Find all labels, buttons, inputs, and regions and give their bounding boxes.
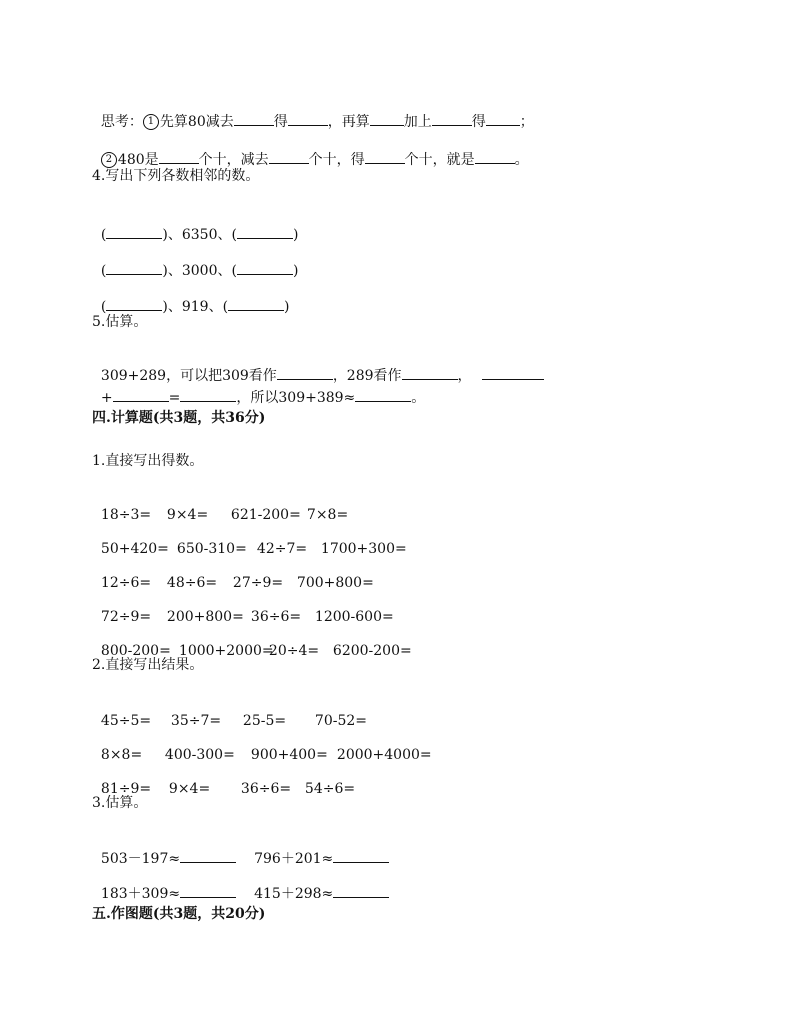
blank[interactable]	[333, 850, 389, 863]
equation: 70-52=	[314, 713, 367, 729]
equation: 9×4=	[166, 507, 209, 523]
blank[interactable]	[180, 389, 236, 402]
equation: 650-310=	[176, 541, 247, 557]
equation: 200+800=	[166, 609, 244, 625]
equation: 796＋201≈	[254, 851, 334, 867]
equation: 1700+300=	[320, 541, 407, 557]
neighbor-row-1	[92, 204, 298, 245]
text: )、	[162, 227, 182, 243]
text: )	[292, 227, 299, 243]
equation: 25-5=	[242, 713, 287, 729]
neighbor-row-3	[92, 276, 290, 317]
equation: 36÷6=	[250, 609, 302, 625]
equation: 503－197≈	[100, 851, 181, 867]
think-line-1	[92, 92, 534, 132]
blank[interactable]	[288, 113, 328, 126]
text: 480是	[117, 152, 159, 168]
blank[interactable]	[106, 224, 162, 239]
calc-3-row	[92, 864, 389, 904]
equation: 800-200=	[100, 643, 171, 659]
text: ，289看作	[332, 368, 402, 384]
text: =	[168, 390, 181, 406]
text: (	[100, 263, 107, 279]
equation: 900+400=	[250, 747, 328, 763]
text: ；	[519, 114, 534, 130]
blank[interactable]	[113, 389, 169, 402]
question-4-title: 4.写出下列各数相邻的数。	[92, 168, 260, 184]
think-prefix: 思考：	[100, 114, 143, 130]
blank[interactable]	[370, 113, 404, 126]
equation: 7×8=	[306, 507, 349, 523]
text: 、(	[208, 299, 229, 315]
blank[interactable]	[106, 260, 162, 275]
equation: 700+800=	[296, 575, 374, 591]
text: 、(	[217, 263, 237, 279]
text: ，所以309+389≈	[236, 390, 356, 406]
think-line-2	[92, 130, 529, 170]
text: ，	[457, 368, 472, 384]
equation: 621-200=	[230, 507, 301, 523]
text: )	[284, 299, 290, 315]
text: +	[100, 390, 113, 406]
equation: 35÷7=	[170, 713, 222, 729]
circled-number-1: 1	[143, 114, 159, 130]
blank[interactable]	[180, 850, 236, 863]
equation: 42÷7=	[256, 541, 308, 557]
blank[interactable]	[432, 113, 472, 126]
equation: 2000+4000=	[336, 747, 432, 763]
neighbor-row-2	[92, 240, 298, 281]
text: (	[100, 299, 107, 315]
blank[interactable]	[333, 885, 389, 898]
blank[interactable]	[180, 885, 236, 898]
blank[interactable]	[234, 113, 274, 126]
equation: 50+420=	[100, 541, 169, 557]
equation: 400-300=	[164, 747, 235, 763]
blank[interactable]	[355, 389, 411, 402]
equation: 183＋309≈	[100, 886, 181, 902]
blank[interactable]	[159, 151, 199, 164]
question-5-title: 5.估算。	[92, 314, 148, 330]
text: 个十，就是	[404, 152, 475, 168]
equation: 72÷9=	[100, 609, 152, 625]
blank[interactable]	[228, 296, 284, 311]
blank[interactable]	[237, 224, 293, 239]
text: 309+289，可以把309看作	[100, 368, 277, 384]
calc-1-title: 1.直接写出得数。	[92, 453, 204, 469]
equation: 48÷6=	[166, 575, 218, 591]
text: 得	[273, 114, 288, 130]
blank[interactable]	[269, 151, 309, 164]
text: 个十，得	[308, 152, 365, 168]
blank[interactable]	[106, 296, 162, 311]
estimate-line-2	[92, 368, 425, 408]
equation: 12÷6=	[100, 575, 152, 591]
section-5-heading: 五.作图题(共3题，共20分)	[92, 906, 266, 922]
text: ，再算	[327, 114, 370, 130]
equation: 27÷9=	[232, 575, 284, 591]
blank[interactable]	[482, 367, 544, 380]
equation: 36÷6=	[240, 781, 292, 797]
text: (	[100, 227, 107, 243]
section-4-heading: 四.计算题(共3题，共36分)	[92, 410, 266, 426]
text: 、(	[217, 227, 237, 243]
equation: 45÷5=	[100, 713, 152, 729]
calc-3-title: 3.估算。	[92, 795, 148, 811]
equation: 6200-200=	[332, 643, 412, 659]
blank[interactable]	[486, 113, 520, 126]
equation: 9×4=	[168, 781, 211, 797]
equation: 1200-600=	[314, 609, 394, 625]
equation: 54÷6=	[304, 781, 356, 797]
text: 加上	[403, 114, 432, 130]
blank[interactable]	[365, 151, 405, 164]
number: 6350	[181, 227, 218, 243]
calc-2-title: 2.直接写出结果。	[92, 657, 204, 673]
blank[interactable]	[237, 260, 293, 275]
text: 个十，减去	[198, 152, 269, 168]
equation: 81÷9=	[100, 781, 152, 797]
text: 。	[514, 152, 529, 168]
text: )、	[162, 299, 182, 315]
number: 3000	[181, 263, 218, 279]
text: )	[292, 263, 299, 279]
text: 。	[411, 390, 426, 406]
calc-3-row	[92, 829, 389, 869]
circled-number-2: 2	[101, 152, 117, 168]
equation: 20÷4=	[268, 643, 320, 659]
text: 得	[471, 114, 486, 130]
equation: 18÷3=	[100, 507, 152, 523]
equation: 415＋298≈	[254, 886, 334, 902]
equation: 8×8=	[100, 747, 143, 763]
text: 先算80减去	[159, 114, 234, 130]
equation: 1000+2000=	[178, 643, 274, 659]
blank[interactable]	[475, 151, 515, 164]
number: 919	[181, 299, 209, 315]
text: )、	[162, 263, 182, 279]
